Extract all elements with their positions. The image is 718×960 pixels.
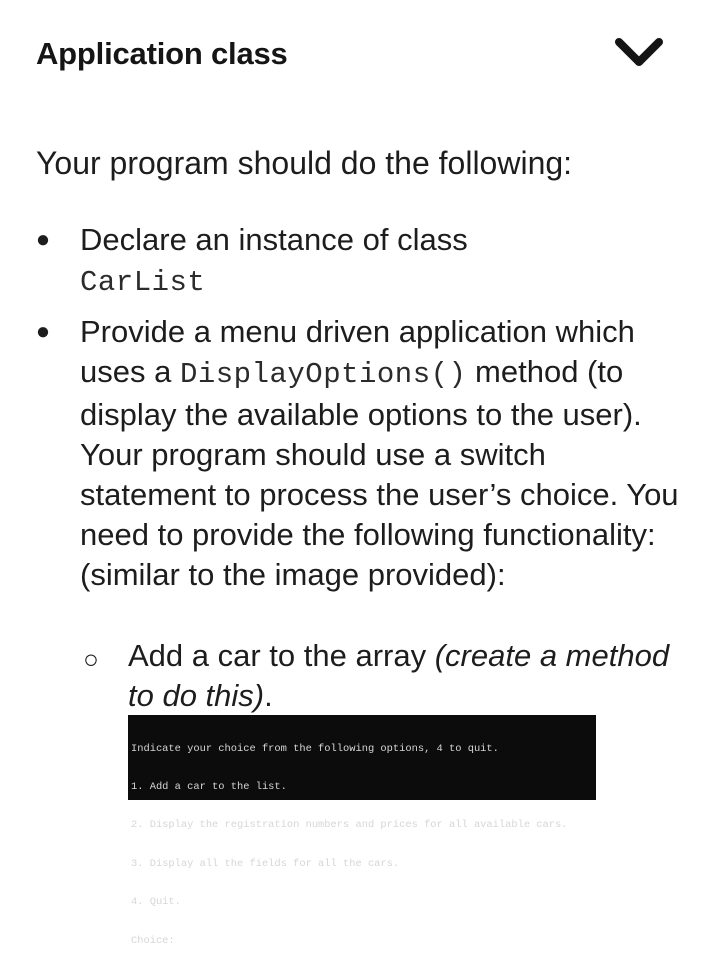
bullet-item-declare — [80, 220, 680, 303]
console-line: 2. Display the registration numbers and prices for all available cars. — [131, 819, 568, 832]
console-line: 3. Display all the fields for all the cars. — [131, 857, 400, 870]
method-name-code: DisplayOptions() — [179, 358, 467, 391]
console-line: 4. Quit. — [131, 896, 181, 909]
sub-bullet-item-add-car — [128, 636, 688, 716]
bullet-item-text: Declare an instance of class — [80, 222, 468, 257]
bullet-dot-icon: ● — [35, 226, 51, 253]
bullet-item-menu — [80, 312, 680, 595]
class-name-code: CarList — [80, 266, 206, 299]
console-screenshot — [128, 715, 596, 947]
sub-bullet-suffix: . — [264, 678, 273, 713]
console-line: 1. Add a car to the list. — [131, 780, 287, 793]
chevron-down-icon[interactable] — [612, 34, 666, 70]
sub-bullet-text: Add a car to the array — [128, 638, 427, 673]
section-title: Application class — [36, 36, 288, 71]
sub-bullet-circle-icon: ○ — [83, 644, 99, 674]
console-line: Indicate your choice from the following options, 4 to quit. — [131, 742, 499, 755]
console-line: Choice: — [131, 934, 175, 947]
section-header[interactable] — [36, 30, 676, 78]
bullet-dot-icon: ● — [35, 318, 51, 345]
bullet-item-text-continued: method (to display the available options to the user). Your program should use a switch statement to process the user’s choice. You need to provide the following functionality: (similar to the image provided): — [80, 354, 679, 592]
intro-text: Your program should do the following: — [36, 145, 573, 181]
bullet-item-text: Provide a menu driven application which uses a — [80, 314, 635, 389]
sub-bullet-italic-text: (create a method to do this) — [128, 638, 670, 713]
